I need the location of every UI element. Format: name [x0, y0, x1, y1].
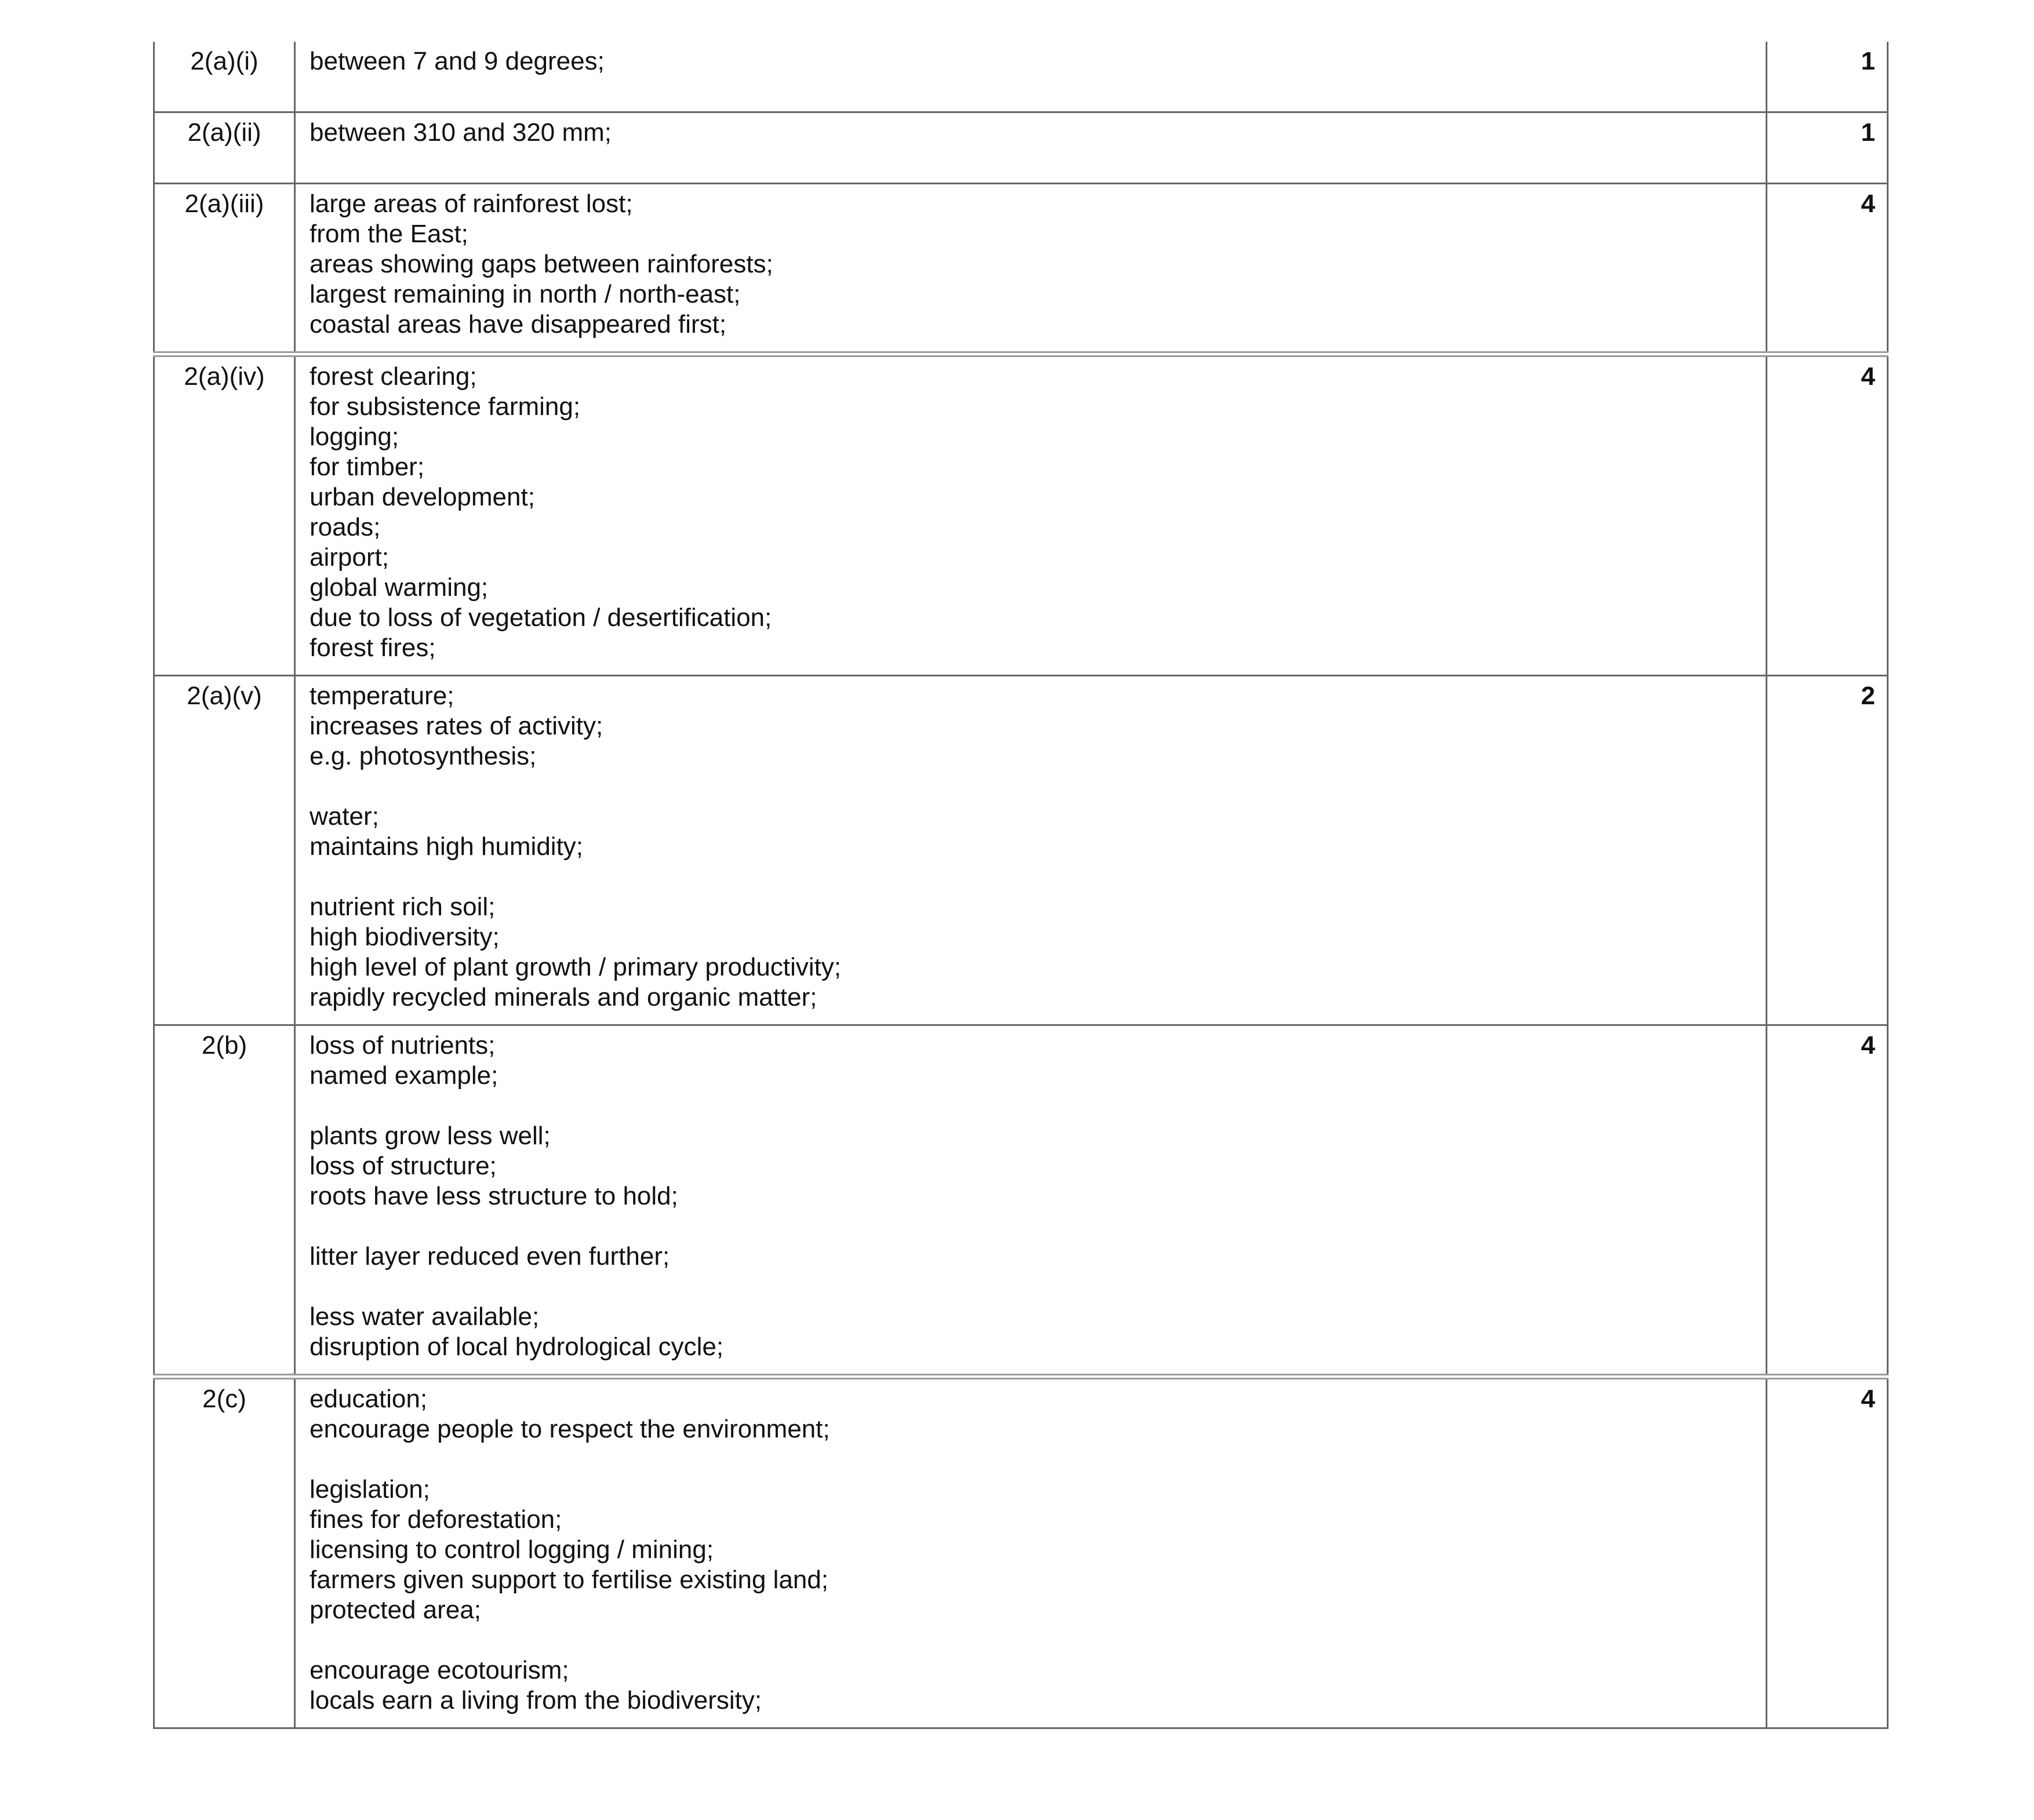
answer-line: due to loss of vegetation / desertification;	[310, 603, 772, 632]
group-spacer	[310, 862, 1766, 892]
answer-line: between 310 and 320 mm;	[310, 118, 612, 147]
answer-line: areas showing gaps between rainforests;	[310, 250, 773, 278]
answer-line: coastal areas have disappeared first;	[310, 310, 727, 338]
group-spacer	[310, 1091, 1766, 1121]
answer-line: high biodiversity;	[310, 923, 500, 951]
answer-line: loss of nutrients;	[310, 1031, 496, 1060]
answer-line: fines for deforestation;	[310, 1505, 562, 1534]
answer-line: legislation;	[310, 1475, 430, 1504]
answer-line: global warming;	[310, 573, 489, 602]
answer-line: forest clearing;	[310, 362, 477, 391]
answer-line: high level of plant growth / primary productivity;	[310, 953, 842, 981]
table-row	[154, 112, 1888, 184]
answer-line: loss of structure;	[310, 1152, 497, 1180]
answer-line: largest remaining in north / north-east;	[310, 280, 741, 308]
marks-value: 4	[1767, 1377, 1888, 1728]
answer-cell	[295, 354, 1767, 676]
question-number: 2(a)(i)	[154, 42, 295, 112]
answer-line: encourage people to respect the environment;	[310, 1415, 830, 1443]
answer-line: roots have less structure to hold;	[310, 1182, 678, 1210]
group-spacer	[310, 1444, 1766, 1475]
answer-line: farmers given support to fertilise existing land;	[310, 1566, 829, 1594]
answer-line: for timber;	[310, 453, 425, 481]
marks-value: 4	[1767, 354, 1888, 676]
answer-line: maintains high humidity;	[310, 832, 584, 861]
answer-line: logging;	[310, 423, 399, 451]
marks-value: 1	[1767, 42, 1888, 112]
question-number: 2(a)(v)	[154, 676, 295, 1025]
answer-line: named example;	[310, 1061, 499, 1090]
answer-line: e.g. photosynthesis;	[310, 742, 537, 770]
group-spacer	[310, 1211, 1766, 1242]
answer-line: between 7 and 9 degrees;	[310, 47, 605, 75]
answer-line: less water available;	[310, 1302, 540, 1331]
table-row	[154, 676, 1888, 1025]
answer-cell	[295, 1377, 1767, 1728]
marks-value: 2	[1767, 676, 1888, 1025]
question-number: 2(b)	[154, 1025, 295, 1377]
marks-value: 1	[1767, 112, 1888, 184]
answer-line: education;	[310, 1385, 428, 1413]
answer-cell	[295, 112, 1767, 184]
mark-scheme-body	[154, 42, 1888, 1728]
answer-cell	[295, 184, 1767, 355]
table-row	[154, 42, 1888, 112]
answer-cell	[295, 1025, 1767, 1377]
answer-line: water;	[310, 802, 379, 831]
group-spacer	[310, 771, 1766, 802]
answer-cell	[295, 676, 1767, 1025]
answer-line: airport;	[310, 543, 389, 572]
marks-value: 4	[1767, 1025, 1888, 1377]
group-spacer	[310, 1625, 1766, 1655]
question-number: 2(a)(iv)	[154, 354, 295, 676]
answer-line: for subsistence farming;	[310, 392, 581, 421]
mark-scheme-table	[153, 42, 1889, 1729]
answer-line: litter layer reduced even further;	[310, 1242, 670, 1271]
answer-line: from the East;	[310, 220, 468, 248]
table-row	[154, 1377, 1888, 1728]
table-row	[154, 1025, 1888, 1377]
question-number: 2(a)(ii)	[154, 112, 295, 184]
answer-cell	[295, 42, 1767, 112]
answer-line: forest fires;	[310, 634, 436, 662]
answer-line: disruption of local hydrological cycle;	[310, 1333, 724, 1361]
answer-line: rapidly recycled minerals and organic matter;	[310, 983, 817, 1011]
group-spacer	[310, 1272, 1766, 1302]
answer-line: urban development;	[310, 483, 535, 511]
answer-line: large areas of rainforest lost;	[310, 190, 633, 218]
answer-line: protected area;	[310, 1596, 481, 1624]
answer-line: increases rates of activity;	[310, 712, 603, 740]
table-row	[154, 354, 1888, 676]
answer-line: roads;	[310, 513, 381, 541]
question-number: 2(a)(iii)	[154, 184, 295, 355]
answer-line: plants grow less well;	[310, 1122, 551, 1150]
answer-line: temperature;	[310, 682, 454, 710]
answer-line: nutrient rich soil;	[310, 893, 496, 921]
answer-line: licensing to control logging / mining;	[310, 1535, 714, 1564]
answer-line: locals earn a living from the biodiversity;	[310, 1686, 762, 1715]
question-number: 2(c)	[154, 1377, 295, 1728]
answer-line: encourage ecotourism;	[310, 1656, 569, 1684]
table-row	[154, 184, 1888, 355]
marks-value: 4	[1767, 184, 1888, 355]
